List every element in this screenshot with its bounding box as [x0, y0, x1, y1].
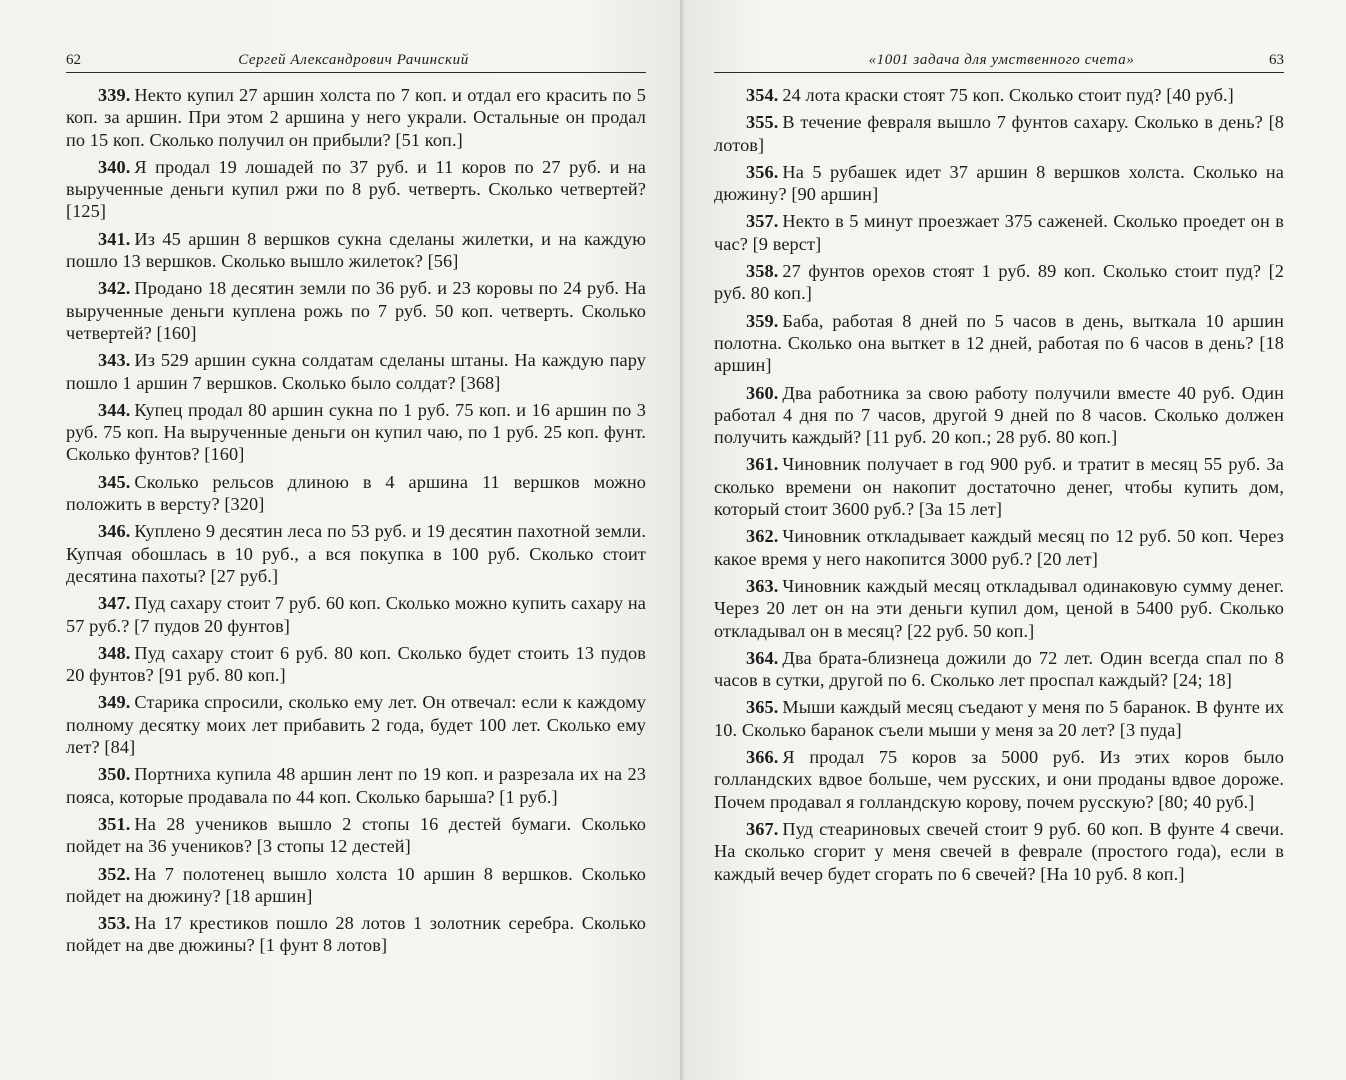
problem-text: На 28 учеников вышло 2 стопы 16 дестей бумаги. Сколько пойдет на 36 учеников? [3 стопы 12 дестей]	[66, 813, 646, 857]
problem-text: На 5 рубашек идет 37 аршин 8 вершков холста. Сколько на дюжину? [90 аршин]	[714, 161, 1284, 205]
problem-text: Старика спросили, сколько ему лет. Он отвечал: если к каждому полному десятку моих лет прибавить 2 года, будет 100 лет. Сколько ему лет? [84]	[66, 692, 646, 758]
problem-text: Продано 18 десятин земли по 36 руб. и 23 коровы по 24 руб. На вырученные деньги куплена рожь по 7 руб. 50 коп. четверть. Сколько четвертей? [160]	[66, 278, 646, 343]
problem-text: Чиновник откладывает каждый месяц по 12 руб. 50 коп. Через какое время у него накопится 3000 руб.? [20 лет]	[714, 526, 1284, 569]
problem-text: Некто купил 27 аршин холста по 7 коп. и отдал его красить по 5 коп. за аршин. При этом 2 аршина у него украли. Остальные он продал по 15 коп. Сколько получил он прибыли? [51 коп.]	[66, 85, 646, 150]
problem-number: 364.	[746, 647, 779, 668]
problem-item	[714, 111, 1284, 156]
problem-number: 361.	[746, 454, 779, 475]
problem-text: На 17 крестиков пошло 28 лотов 1 золотник серебра. Сколько пойдет на две дюжины? [1 фунт 8 лотов]	[66, 913, 646, 956]
problem-number: 359.	[746, 310, 779, 331]
problem-text: Мыши каждый месяц съедают у меня по 5 баранок. В фунте их 10. Сколько баранок съели мыши у меня за 20 лет? [3 пуда]	[714, 697, 1284, 740]
problem-item	[714, 525, 1284, 570]
problem-number: 345.	[98, 471, 131, 492]
problem-number: 343.	[98, 350, 131, 371]
problem-text: В течение февраля вышло 7 фунтов сахару. Сколько в день? [8 лотов]	[714, 112, 1284, 155]
problem-number: 351.	[98, 813, 131, 834]
problem-text: 27 фунтов орехов стоят 1 руб. 89 коп. Сколько стоит пуд? [2 руб. 80 коп.]	[714, 261, 1284, 304]
problem-item	[714, 310, 1284, 377]
problem-item	[714, 647, 1284, 692]
running-title: Сергей Александрович Рачинский	[238, 52, 469, 68]
problem-text: Я продал 19 лошадей по 37 руб. и 11 коров по 27 руб. и на вырученные деньги купил ржи по 8 руб. четверть. Сколько четвертей? [125]	[66, 156, 646, 222]
problem-number: 342.	[98, 278, 131, 299]
problem-number: 355.	[746, 112, 779, 133]
running-title: «1001 задача для умственного счета»	[868, 52, 1135, 68]
problem-number: 346.	[98, 521, 131, 542]
problem-text: Чиновник получает в год 900 руб. и тратит в месяц 55 руб. За сколько времени он накопит достаточно денег, чтобы купить дом, который стоит 3600 руб.? [За 15 лет]	[714, 454, 1284, 520]
problem-item	[714, 453, 1284, 520]
problem-text: 24 лота краски стоят 75 коп. Сколько стоит пуд? [40 руб.]	[782, 85, 1234, 105]
problem-number: 362.	[746, 526, 779, 547]
problem-number: 358.	[746, 261, 779, 282]
page-number: 63	[1269, 52, 1284, 68]
problem-number: 365.	[746, 697, 779, 718]
problem-text: Сколько рельсов длиною в 4 аршина 11 вершков можно положить в версту? [320]	[66, 471, 646, 515]
right-page-header	[714, 52, 1284, 73]
problem-number: 348.	[98, 642, 131, 663]
problem-number: 339.	[98, 85, 131, 105]
problem-text: Куплено 9 десятин леса по 53 руб. и 19 десятин пахотной земли. Купчая обошлась в 10 руб., а вся покупка в 100 руб. Сколько стоит десятина пахоты? [27 руб.]	[66, 521, 646, 586]
problem-number: 347.	[98, 593, 131, 614]
problem-text: Я продал 75 коров за 5000 руб. Из этих коров было голландских вдвое больше, чем русских, и они проданы вдвое дороже. Почем продавал я голландскую корову, почем русскую? [80; 40 руб.]	[714, 747, 1284, 812]
problem-number: 357.	[746, 211, 779, 232]
problem-number: 341.	[98, 228, 131, 249]
problem-number: 353.	[98, 913, 131, 934]
problem-item	[714, 575, 1284, 642]
problem-number: 344.	[98, 399, 131, 420]
problem-text: Некто в 5 минут проезжает 375 саженей. Сколько проедет он в час? [9 верст]	[714, 211, 1284, 254]
problem-text: Пуд сахару стоит 7 руб. 60 коп. Сколько можно купить сахару на 57 руб.? [7 пудов 20 фунтов]	[66, 593, 646, 636]
page-number: 62	[66, 52, 81, 68]
problem-number: 354.	[746, 85, 779, 105]
problem-item	[714, 382, 1284, 449]
problem-item	[714, 696, 1284, 741]
problem-item	[714, 746, 1284, 813]
problem-number: 367.	[746, 818, 779, 839]
problem-text: Два брата-близнеца дожили до 72 лет. Один всегда спал по 8 часов в сутки, другой по 6. Сколько лет проспал каждый? [24; 18]	[714, 647, 1284, 691]
problem-item	[714, 260, 1284, 305]
problem-text: Из 45 аршин 8 вершков сукна сделаны жилетки, и на каждую пошло 13 вершков. Сколько вышло жилеток? [56]	[66, 228, 646, 272]
problem-text: Из 529 аршин сукна солдатам сделаны штаны. На каждую пару пошло 1 аршин 7 вершков. Сколько было солдат? [368]	[66, 350, 646, 393]
problem-number: 349.	[98, 692, 131, 713]
problem-number: 356.	[746, 161, 779, 182]
problem-text: Два работника за свою работу получили вместе 40 руб. Один работал 4 дня по 7 часов, другой 9 дней по 8 часов. Сколько должен получить каждый? [11 руб. 20 коп.; 28 руб. 80 коп.]	[714, 382, 1284, 448]
problem-item	[714, 161, 1284, 206]
problem-item	[714, 210, 1284, 255]
problem-text: Купец продал 80 аршин сукна по 1 руб. 75 коп. и 16 аршин по 3 руб. 75 коп. На вырученные деньги он купил чаю, по 1 руб. 25 коп. фунт. Сколько фунтов? [160]	[66, 399, 646, 465]
problem-item	[714, 84, 1284, 106]
problem-text: На 7 полотенец вышло холста 10 аршин 8 вершков. Сколько пойдет на дюжину? [18 аршин]	[66, 863, 646, 906]
problem-text: Баба, работая 8 дней по 5 часов в день, выткала 10 аршин полотна. Сколько она выткет в 12 дней, работая по 6 часов в день? [18 аршин]	[714, 310, 1284, 376]
problem-number: 340.	[98, 156, 131, 177]
problem-number: 363.	[746, 575, 779, 596]
problem-text: Пуд сахару стоит 6 руб. 80 коп. Сколько будет стоить 13 пудов 20 фунтов? [91 руб. 80 коп.]	[66, 642, 646, 686]
problem-number: 350.	[98, 764, 131, 785]
problem-text: Чиновник каждый месяц откладывал одинаковую сумму денег. Через 20 лет он на эти деньги купил дом, ценой в 5400 руб. Сколько откладывал он в месяц? [22 руб. 50 коп.]	[714, 575, 1284, 641]
problem-text: Портниха купила 48 аршин лент по 19 коп. и разрезала их на 23 пояса, которые продавала по 44 коп. Сколько барыша? [1 руб.]	[66, 764, 646, 807]
problem-number: 360.	[746, 382, 779, 403]
problem-number: 352.	[98, 863, 131, 884]
problem-number: 366.	[746, 747, 779, 768]
problem-text: Пуд стеариновых свечей стоит 9 руб. 60 коп. В фунте 4 свечи. На сколько сгорит у меня свечей в феврале (простого года), если в каждый вечер будет сгорать по 6 свечей? [На 10 руб. 8 коп.]	[714, 818, 1284, 884]
problem-item	[714, 818, 1284, 885]
